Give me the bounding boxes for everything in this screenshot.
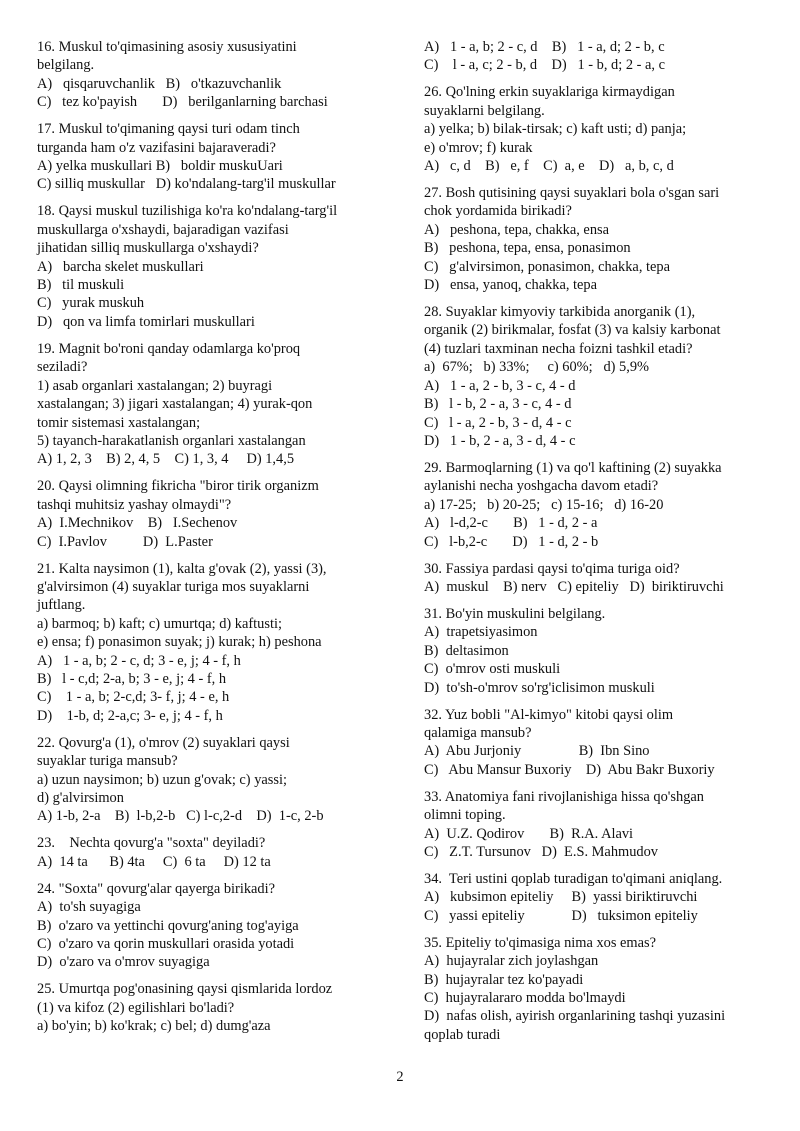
question-block: [424, 706, 774, 780]
question-line: C) o'mrov osti muskuli: [424, 661, 561, 678]
question-block: [424, 605, 774, 697]
question-block: [424, 83, 774, 175]
question-block: [424, 788, 774, 862]
question-line: A) c, d B) e, f C) a, e D) a, b, c, d: [424, 158, 674, 175]
question-line: C) l - a, c; 2 - b, d D) 1 - b, d; 2 - a, c: [424, 57, 665, 74]
question-line: jihatidan silliq muskullarga o'xshaydi?: [37, 240, 259, 257]
question-line: B) l - b, 2 - a, 3 - c, 4 - d: [424, 396, 572, 413]
question-line: a) bo'yin; b) ko'krak; c) bel; d) dumg'aza: [37, 1018, 271, 1035]
question-block: [424, 560, 774, 597]
question-line: a) yelka; b) bilak-tirsak; c) kaft usti; d) panja;: [424, 121, 687, 138]
question-line: D) to'sh-o'mrov so'rg'iclisimon muskuli: [424, 679, 655, 696]
question-line: chok yordamida birikadi?: [424, 203, 572, 220]
question-line: 29. Barmoqlarning (1) va qo'l kaftining (2) suyakka: [424, 459, 722, 476]
question-line: D) nafas olish, ayirish organlarining tashqi yuzasini: [424, 1008, 726, 1025]
question-line: D) ensa, yanoq, chakka, tepa: [424, 277, 598, 294]
question-line: A) l-d,2-c B) 1 - d, 2 - a: [424, 515, 598, 532]
question-line: e) o'mrov; f) kurak: [424, 139, 533, 156]
question-line: A) to'sh suyagiga: [37, 899, 141, 916]
question-line: C) Abu Mansur Buxoriy D) Abu Bakr Buxoriy: [424, 761, 715, 778]
question-line: olimni toping.: [424, 807, 506, 824]
question-block: [37, 560, 387, 726]
question-line: tashqi muhitsiz yashay olmaydi"?: [37, 496, 232, 513]
question-line: aylanishi necha yoshgacha davom etadi?: [424, 478, 659, 495]
question-block: [424, 38, 774, 75]
question-line: seziladi?: [37, 359, 88, 376]
question-line: A) trapetsiyasimon: [424, 624, 538, 641]
question-line: 17. Muskul to'qimaning qaysi turi odam tinch: [37, 121, 300, 138]
question-block: [424, 870, 774, 925]
question-line: a) 67%; b) 33%; c) 60%; d) 5,9%: [424, 359, 650, 376]
question-line: turganda ham o'z vazifasini bajaraveradi?: [37, 139, 276, 156]
question-line: 21. Kalta naysimon (1), kalta g'ovak (2), yassi (3),: [37, 560, 327, 577]
question-block: [37, 202, 387, 331]
question-line: A) 1-b, 2-a B) l-b,2-b C) l-c,2-d D) 1-c, 2-b: [37, 808, 324, 825]
question-line: a) 17-25; b) 20-25; c) 15-16; d) 16-20: [424, 496, 664, 513]
question-line: juftlang.: [37, 597, 86, 614]
question-block: [37, 340, 387, 469]
left-column: [37, 38, 387, 1044]
question-line: C) g'alvirsimon, ponasimon, chakka, tepa: [424, 258, 670, 275]
question-line: 31. Bo'yin muskulini belgilang.: [424, 605, 606, 622]
question-line: a) barmoq; b) kaft; c) umurtqa; d) kaftusti;: [37, 615, 282, 632]
question-line: D) o'zaro va o'mrov suyagiga: [37, 954, 210, 971]
question-line: qoplab turadi: [424, 1026, 501, 1043]
question-line: 30. Fassiya pardasi qaysi to'qima turiga oid?: [424, 560, 680, 577]
right-column: [424, 38, 774, 1053]
question-line: A) kubsimon epiteliy B) yassi biriktiruvchi: [424, 889, 698, 906]
question-line: muskullarga o'xshaydi, bajaradigan vazifasi: [37, 221, 289, 238]
question-line: A) barcha skelet muskullari: [37, 258, 204, 275]
question-line: A) peshona, tepa, chakka, ensa: [424, 221, 610, 238]
question-block: [424, 303, 774, 450]
question-line: A) 14 ta B) 4ta C) 6 ta D) 12 ta: [37, 853, 271, 870]
question-line: 35. Epiteliy to'qimasiga nima xos emas?: [424, 934, 656, 951]
question-block: [37, 38, 387, 112]
question-block: [424, 459, 774, 551]
question-line: 20. Qaysi olimning fikricha "biror tirik organizm: [37, 478, 319, 495]
question-line: 18. Qaysi muskul tuzilishiga ko'ra ko'ndalang-targ'il: [37, 203, 338, 220]
question-line: C) o'zaro va qorin muskullari orasida yotadi: [37, 936, 295, 953]
question-block: [424, 184, 774, 294]
question-line: 23. Nechta qovurg'a "soxta" deyiladi?: [37, 835, 266, 852]
question-line: B) l - c,d; 2-a, b; 3 - e, j; 4 - f, h: [37, 670, 227, 687]
question-line: 24. "Soxta" qovurg'alar qayerga birikadi?: [37, 880, 276, 897]
page-number: 2: [396, 1069, 404, 1085]
question-block: [37, 980, 387, 1035]
question-line: d) g'alvirsimon: [37, 790, 124, 806]
question-line: C) I.Pavlov D) L.Paster: [37, 533, 213, 550]
question-line: e) ensa; f) ponasimon suyak; j) kurak; h) peshona: [37, 634, 322, 651]
question-line: A) 1, 2, 3 B) 2, 4, 5 C) 1, 3, 4 D) 1,4,5: [37, 451, 295, 468]
question-line: 16. Muskul to'qimasining asosiy xususiyatini: [37, 39, 297, 55]
question-line: B) hujayralar tez ko'payadi: [424, 971, 584, 988]
question-line: B) o'zaro va yettinchi qovurg'aning tog'ayiga: [37, 917, 299, 934]
question-line: B) til muskuli: [37, 277, 125, 294]
question-line: A) 1 - a, 2 - b, 3 - c, 4 - d: [424, 377, 576, 394]
question-line: C) Z.T. Tursunov D) E.S. Mahmudov: [424, 844, 658, 860]
question-line: C) l - a, 2 - b, 3 - d, 4 - c: [424, 414, 572, 431]
question-block: [37, 734, 387, 826]
question-line: (1) va kifoz (2) egilishlari bo'ladi?: [37, 999, 235, 1016]
question-line: suyaklarni belgilang.: [424, 102, 545, 119]
question-line: 33. Anatomiya fani rivojlanishiga hissa qo'shgan: [424, 788, 704, 805]
question-line: A) 1 - a, b; 2 - c, d B) 1 - a, d; 2 - b, c: [424, 39, 665, 55]
question-line: A) Abu Jurjoniy B) Ibn Sino: [424, 743, 650, 760]
question-line: 22. Qovurg'a (1), o'mrov (2) suyaklari qaysi: [37, 734, 290, 751]
question-line: A) muskul B) nerv C) epiteliy D) biriktiruvchi: [424, 578, 724, 595]
question-line: A) U.Z. Qodirov B) R.A. Alavi: [424, 825, 634, 842]
question-line: B) peshona, tepa, ensa, ponasimon: [424, 240, 631, 257]
question-line: B) deltasimon: [424, 642, 509, 659]
question-line: C) yurak muskuh: [37, 295, 145, 312]
question-line: A) I.Mechnikov B) I.Sechenov: [37, 515, 238, 532]
question-line: 19. Magnit bo'roni qanday odamlarga ko'proq: [37, 340, 301, 357]
question-line: C) hujayralararo modda bo'lmaydi: [424, 990, 626, 1007]
question-line: C) l-b,2-c D) 1 - d, 2 - b: [424, 533, 599, 550]
question-block: [37, 880, 387, 972]
question-line: (4) tuzlari taxminan necha foizni tashkil etadi?: [424, 340, 693, 357]
question-line: xastalangan; 3) jigari xastalangan; 4) yurak-qon: [37, 396, 313, 413]
question-line: 28. Suyaklar kimyoviy tarkibida anorganik (1),: [424, 304, 696, 321]
question-line: C) silliq muskullar D) ko'ndalang-targ'il muskullar: [37, 176, 336, 193]
question-block: [37, 477, 387, 551]
question-line: g'alvirsimon (4) suyaklar turiga mos suyaklarni: [37, 578, 310, 595]
question-line: tomir sistemasi xastalangan;: [37, 414, 201, 431]
question-line: D) 1-b, d; 2-a,c; 3- e, j; 4 - f, h: [37, 707, 223, 724]
question-line: 25. Umurtqa pog'onasining qaysi qismlarida lordoz: [37, 981, 333, 998]
question-block: [37, 120, 387, 194]
question-line: A) yelka muskullari B) boldir muskuUari: [37, 158, 283, 175]
question-line: C) 1 - a, b; 2-c,d; 3- f, j; 4 - e, h: [37, 689, 230, 706]
question-line: 27. Bosh qutisining qaysi suyaklari bola o'sgan sari: [424, 185, 720, 202]
question-line: A) qisqaruvchanlik B) o'tkazuvchanlik: [37, 75, 282, 92]
question-line: suyaklar turiga mansub?: [37, 753, 178, 770]
question-line: a) uzun naysimon; b) uzun g'ovak; c) yassi;: [37, 771, 287, 788]
question-line: 34. Teri ustini qoplab turadigan to'qimani aniqlang.: [424, 871, 723, 887]
question-line: 26. Qo'lning erkin suyaklariga kirmaydigan: [424, 84, 675, 101]
question-line: C) tez ko'payish D) berilganlarning barchasi: [37, 94, 328, 111]
question-line: C) yassi epiteliy D) tuksimon epiteliy: [424, 907, 698, 924]
question-line: A) hujayralar zich joylashgan: [424, 953, 599, 970]
question-block: [424, 934, 774, 1044]
question-line: 1) asab organlari xastalangan; 2) buyragi: [37, 377, 273, 394]
question-line: 5) tayanch-harakatlanish organlari xastalangan: [37, 432, 306, 449]
question-line: 32. Yuz bobli "Al-kimyo" kitobi qaysi olim: [424, 706, 674, 723]
question-block: [37, 834, 387, 871]
question-line: D) 1 - b, 2 - a, 3 - d, 4 - c: [424, 432, 576, 449]
question-line: D) qon va limfa tomirlari muskullari: [37, 313, 255, 330]
question-line: organik (2) birikmalar, fosfat (3) va kalsiy karbonat: [424, 322, 721, 339]
question-line: qalamiga mansub?: [424, 724, 532, 741]
question-line: A) 1 - a, b; 2 - c, d; 3 - e, j; 4 - f, h: [37, 652, 241, 669]
question-line: belgilang.: [37, 57, 95, 74]
